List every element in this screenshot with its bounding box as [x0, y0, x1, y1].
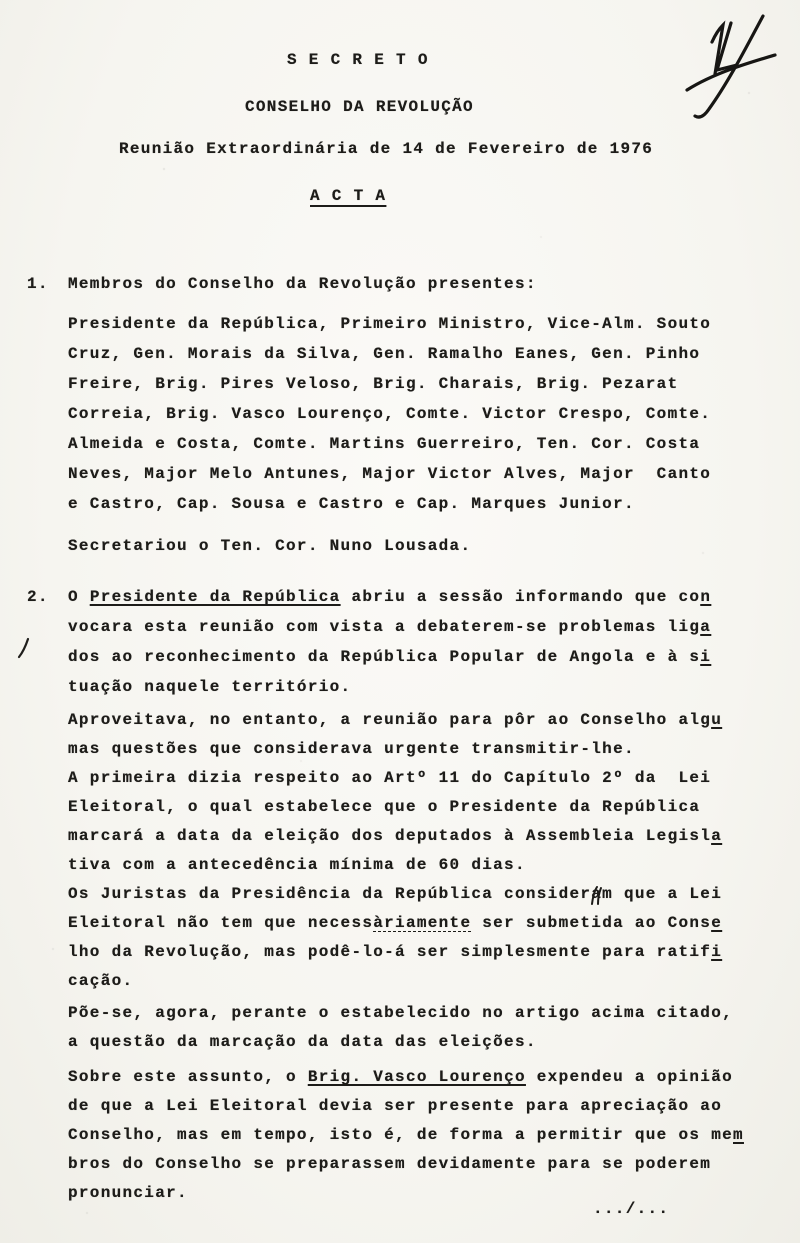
text-segment: Freire, Brig. Pires Veloso, Brig. Charais, Brig. Pezarat	[68, 375, 679, 393]
text-segment: tiva com a antecedência mínima de 60 dias.	[68, 856, 526, 874]
text-segment: a	[700, 618, 712, 636]
text-segment: a questão da marcação da data das eleições.	[68, 1033, 537, 1051]
text-segment: Presidente da República, Primeiro Ministro, Vice-Alm. Souto	[68, 315, 712, 333]
vasco-lourenco-opinion	[68, 1063, 780, 1208]
text-segment: bros do Conselho se preparassem devidamente para se poderem	[68, 1155, 712, 1173]
item-1-heading	[27, 269, 780, 299]
text-segment: n	[700, 588, 712, 606]
text-segment: lho da Revolução, mas podê-lo-á ser simplesmente para ratif	[68, 943, 712, 961]
text-segment: e Castro, Cap. Sousa e Castro e Cap. Marques Junior.	[68, 495, 635, 513]
handwritten-initials-mark	[678, 10, 778, 130]
text-line	[68, 1179, 780, 1208]
text-line	[68, 459, 780, 489]
text-segment: pronunciar.	[68, 1184, 188, 1202]
secretary-note	[68, 531, 780, 561]
text-segment: Conselho, mas em tempo, isto é, de forma a permitir que os me	[68, 1126, 733, 1144]
text-line	[68, 642, 780, 672]
text-segment: Cruz, Gen. Morais da Silva, Gen. Ramalho Eanes, Gen. Pinho	[68, 345, 701, 363]
text-segment: e	[711, 914, 723, 932]
text-segment: dos ao reconhecimento da República Popular de Angola e à s	[68, 648, 701, 666]
text-segment: abriu a sessão informando que co	[340, 588, 701, 606]
margin-pen-mark	[16, 636, 32, 660]
text-line	[68, 369, 780, 399]
text-line	[68, 793, 780, 822]
list-number: 1.	[27, 275, 49, 293]
list-number: 2.	[27, 588, 49, 606]
text-segment: Os Juristas da Presidência da República consideram que a Lei	[68, 885, 723, 903]
text-segment: marcará a data da eleição dos deputados à Assembleia Legisl	[68, 827, 712, 845]
text-segment: m	[733, 1126, 744, 1144]
text-segment: Brig. Vasco Lourenço	[307, 1068, 526, 1086]
text-line	[68, 1063, 780, 1092]
text-line	[68, 489, 780, 519]
classification-marking: S E C R E T O	[287, 51, 429, 69]
text-line	[68, 399, 780, 429]
text-line	[68, 1121, 780, 1150]
text-line	[68, 822, 780, 851]
text-line	[68, 672, 780, 702]
text-line	[68, 735, 780, 764]
text-segment: A primeira dizia respeito ao Artº 11 do Capítulo 2º da Lei	[68, 769, 712, 787]
text-line	[68, 967, 780, 996]
organization-title: CONSELHO DA REVOLUÇÃO	[245, 98, 474, 116]
text-line	[68, 938, 780, 967]
text-segment: i	[711, 943, 723, 961]
continuation-mark: .../...	[593, 1200, 670, 1218]
text-line	[68, 612, 780, 642]
text-segment: expendeu a opinião	[525, 1068, 734, 1086]
text-segment: mas questões que considerava urgente transmitir-lhe.	[68, 740, 635, 758]
text-segment: Correia, Brig. Vasco Lourenço, Comte. Victor Crespo, Comte.	[68, 405, 712, 423]
text-segment: Aproveitava, no entanto, a reunião para pôr ao Conselho alg	[68, 711, 712, 729]
text-segment: Sobre este assunto, o	[68, 1068, 308, 1086]
text-segment: i	[700, 648, 712, 666]
text-segment: àriamente	[373, 914, 472, 932]
text-segment: Eleitoral, o qual estabelece que o Presidente da República	[68, 798, 701, 816]
text-segment: de que a Lei Eleitoral devia ser presente para apreciação ao	[68, 1097, 723, 1115]
text-line	[68, 269, 780, 299]
text-line	[68, 1092, 780, 1121]
text-line	[68, 582, 780, 612]
text-line	[68, 339, 780, 369]
text-segment: Secretariou o Ten. Cor. Nuno Lousada.	[68, 537, 472, 555]
scan-speckles	[0, 0, 2, 2]
text-segment: Presidente da República	[89, 588, 341, 606]
text-segment: Membros do Conselho da Revolução presentes:	[68, 275, 537, 293]
election-date-question	[68, 999, 780, 1057]
text-line	[68, 851, 780, 880]
item-2-opening	[27, 582, 780, 702]
text-segment: u	[711, 711, 723, 729]
text-segment: a	[711, 827, 723, 845]
text-line	[68, 706, 780, 735]
text-line	[68, 999, 780, 1028]
members-list	[68, 309, 780, 519]
meeting-title: Reunião Extraordinária de 14 de Fevereiro de 1976	[119, 140, 654, 158]
text-line	[68, 880, 780, 909]
text-segment: tuação naquele território.	[68, 678, 352, 696]
text-segment: Neves, Major Melo Antunes, Major Victor Alves, Major Canto	[68, 465, 712, 483]
document-body	[27, 269, 780, 1208]
text-line	[68, 1150, 780, 1179]
text-line	[68, 909, 780, 938]
text-line	[68, 1028, 780, 1057]
text-line	[68, 764, 780, 793]
text-segment: O	[68, 588, 90, 606]
text-segment: ser submetida ao Cons	[471, 914, 712, 932]
text-line	[68, 531, 780, 561]
electoral-law-discussion	[68, 706, 780, 996]
text-segment: Eleitoral não tem que necess	[68, 914, 374, 932]
text-line	[68, 429, 780, 459]
document-type-title: A C T A	[310, 187, 387, 205]
text-segment: vocara esta reunião com vista a debaterem-se problemas lig	[68, 618, 701, 636]
text-segment: cação.	[68, 972, 134, 990]
text-line	[68, 309, 780, 339]
text-segment: Almeida e Costa, Comte. Martins Guerreiro, Ten. Cor. Costa	[68, 435, 701, 453]
text-segment: Põe-se, agora, perante o estabelecido no artigo acima citado,	[68, 1004, 733, 1022]
